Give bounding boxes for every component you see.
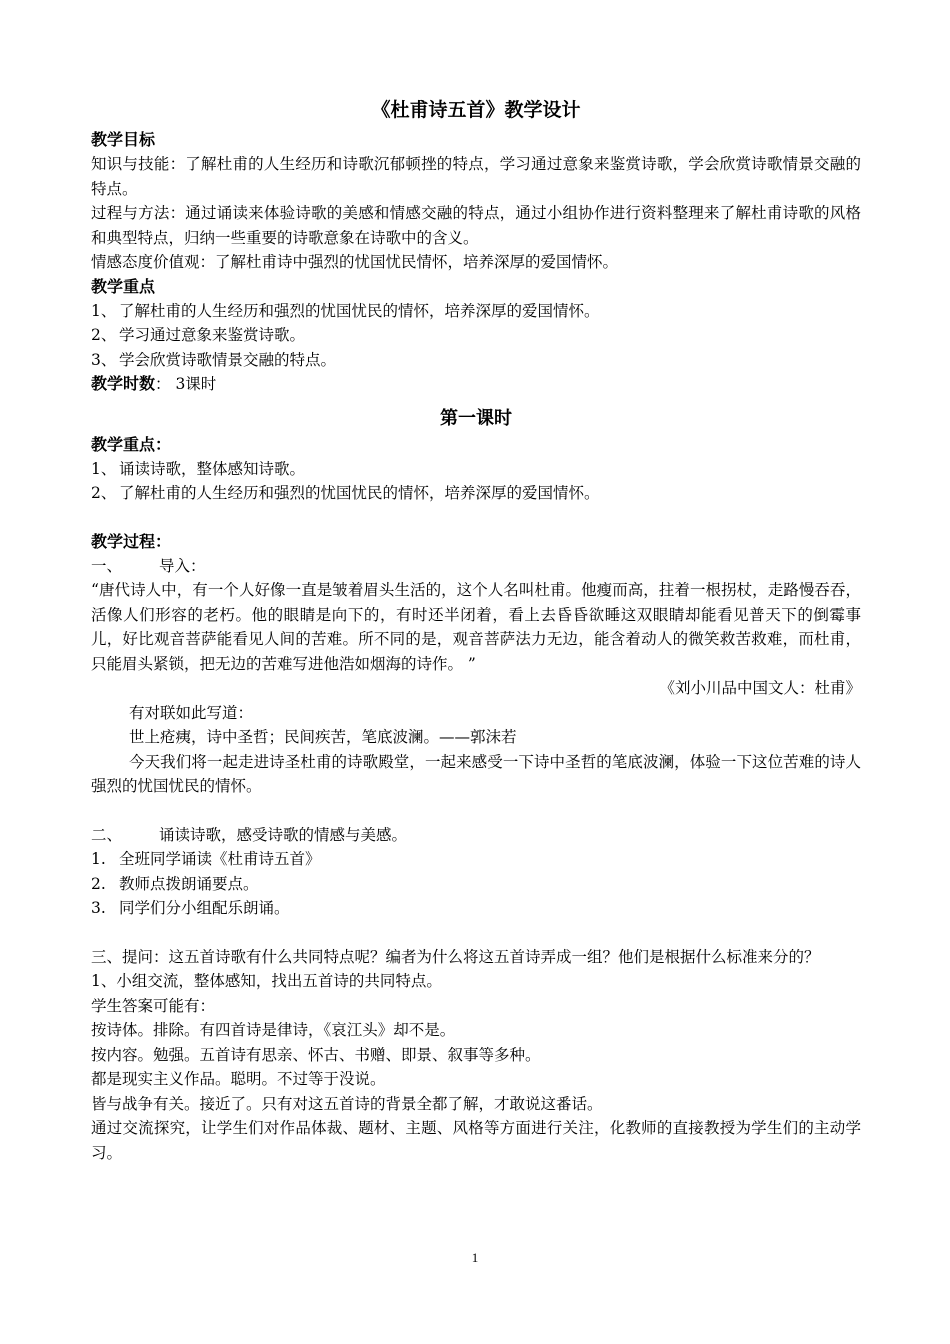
step2-heading: 二、 诵读诗歌，感受诗歌的情感与美感。 [91,825,408,844]
key-point-item: 3、 学会欣赏诗歌情景交融的特点。 [91,350,337,369]
teaching-hours [91,372,861,397]
document-title: 《杜甫诗五首》教学设计 [371,99,581,121]
teaching-hours-label: 教学时数 [91,374,156,393]
intro-quote: “唐代诗人中，有一个人好像一直是皱着眉头生活的，这个人名叫杜甫。他瘦而高，拄着一根拐杖，走路慢吞吞，活像人们形容的老朽。他的眼睛是向下的，有时还半闭着，看上去昏昏欲睡这双眼睛却能看见普天下的倒霉事儿，好比观音菩萨能看见人间的苦难。所不同的是，观音菩萨法力无边，能含着动人的微笑救苦救难，而杜甫，只能眉头紧锁，把无边的苦难写进他浩如烟海的诗作。 ” [91,581,861,673]
step2-item: 1. 全班同学诵读《杜甫诗五首》 [91,850,321,868]
summary-paragraph: 通过交流探究，让学生们对作品体裁、题材、主题、风格等方面进行关注，化教师的直接教授为学生们的主动学习。 [91,1119,861,1162]
couplet-intro: 有对联如此写道： [129,703,254,722]
key-points-heading: 教学重点 [91,276,156,296]
lesson1-focus-heading: 教学重点： [91,434,172,454]
step2-item: 2. 教师点拨朗诵要点。 [91,874,259,893]
key-point-item: 1、 了解杜甫的人生经历和强烈的忧国忧民的情怀，培养深厚的爱国情怀。 [91,301,600,320]
objectives-heading: 教学目标 [91,130,156,149]
step2-item: 3. 同学们分小组配乐朗诵。 [91,899,290,917]
process-heading: 教学过程： [91,531,172,551]
step1-heading: 一、 导入： [91,556,206,575]
transition-paragraph: 今天我们将一起走进诗圣杜甫的诗歌殿堂，一起来感受一下诗中圣哲的笔底波澜，体验一下这位苦难的诗人强烈的忧国忧民的情怀。 [91,752,861,795]
couplet: 世上疮痍，诗中圣哲；民间疾苦，笔底波澜。——郭沫若 [129,728,517,746]
objective-knowledge: 知识与技能：了解杜甫的人生经历和诗歌沉郁顿挫的特点，学习通过意象来鉴赏诗歌，学会欣赏诗歌情景交融的特点。 [91,155,861,198]
step3-subtask: 1、小组交流，整体感知，找出五首诗的共同特点。 [91,972,442,990]
key-point-item: 2、 学习通过意象来鉴赏诗歌。 [91,326,306,344]
lesson1-title: 第一课时 [440,407,512,429]
objective-emotion: 情感态度价值观：了解杜甫诗中强烈的忧国忧民情怀，培养深厚的爱国情怀。 [91,253,619,271]
answer-item: 按内容。勉强。五首诗有思亲、怀古、书赠、即景、叙事等多种。 [91,1045,541,1064]
lesson1-focus-item: 1、 诵读诗歌，整体感知诗歌。 [91,459,306,478]
document-page [91,96,861,1165]
answer-item: 皆与战争有关。接近了。只有对这五首诗的背景全都了解，才敢说这番话。 [91,1094,603,1113]
answer-item: 都是现实主义作品。聪明。不过等于没说。 [91,1070,386,1088]
answer-item: 按诗体。排除。有四首诗是律诗，《哀江头》却不是。 [91,1021,456,1039]
objective-process: 过程与方法：通过诵读来体验诗歌的美感和情感交融的特点，通过小组协作进行资料整理来了解杜甫诗歌的风格和典型特点，归纳一些重要的诗歌意象在诗歌中的含义。 [91,204,861,247]
lesson1-focus-item: 2、 了解杜甫的人生经历和强烈的忧国忧民的情怀，培养深厚的爱国情怀。 [91,484,600,502]
answers-intro: 学生答案可能有： [91,996,216,1015]
step3-question: 三、提问：这五首诗歌有什么共同特点呢？编者为什么将这五首诗弄成一组？他们是根据什么标准来分的？ [91,947,820,966]
teaching-hours-value: ： 3课时 [155,375,217,393]
page-number: 1 [471,1250,479,1265]
quote-source: 《刘小川品中国文人：杜甫》 [659,679,861,697]
